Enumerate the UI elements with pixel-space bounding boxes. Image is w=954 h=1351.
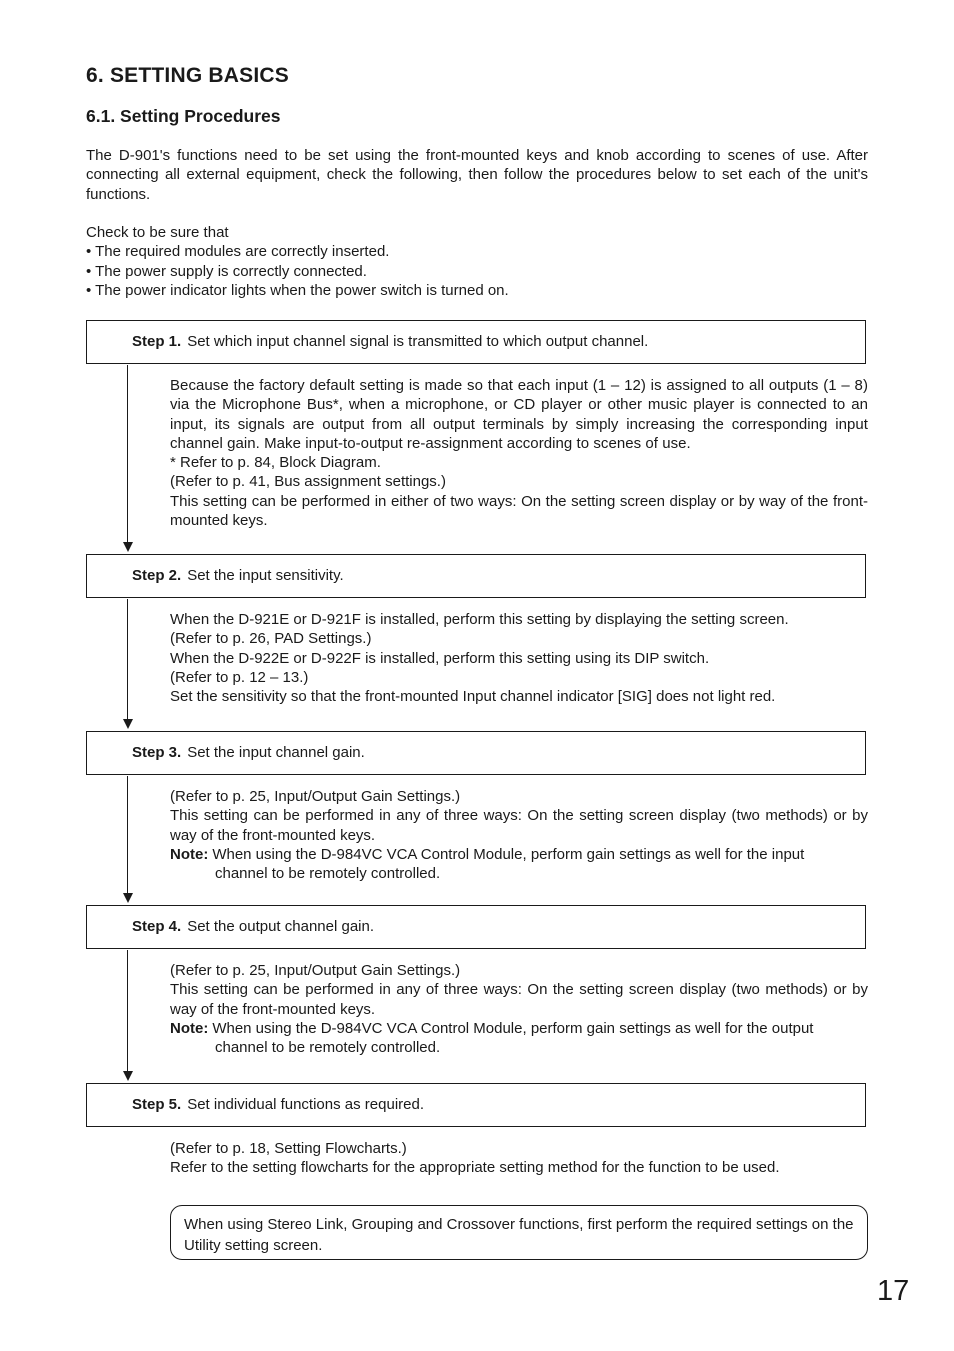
- step-label: Step 5.: [132, 1096, 182, 1113]
- page-number: 17: [877, 1275, 910, 1307]
- flow-connector-line: [127, 950, 128, 1072]
- intro-paragraph: The D-901's functions need to be set using the front-mounted keys and knob according to scenes of use. After connecting all external equipment, check the following, then follow the procedures below to set each of the unit's functions.: [86, 147, 868, 203]
- step-body-text: When the D-921E or D-921F is installed, perform this setting by displaying the setting screen.: [170, 611, 789, 628]
- flow-arrow-icon: [123, 719, 133, 729]
- step-body-text: (Refer to p. 12 – 13.): [170, 668, 309, 686]
- step-note: [170, 845, 868, 864]
- checklist-item: • The power indicator lights when the power switch is turned on.: [86, 282, 509, 300]
- flow-arrow-icon: [123, 542, 133, 552]
- checklist-item: • The power supply is correctly connected.: [86, 262, 367, 280]
- step-title: Set the input sensitivity.: [187, 567, 344, 584]
- section-heading: 6. SETTING BASICS: [86, 64, 289, 87]
- info-callout-box: When using Stereo Link, Grouping and Crossover functions, first perform the required settings on the Utility setting screen.: [170, 1205, 868, 1260]
- step-title: Set the input channel gain.: [187, 744, 365, 761]
- step-body-text: When the D-922E or D-922F is installed, perform this setting using its DIP switch.: [170, 649, 710, 667]
- step-2-body: [170, 610, 868, 706]
- step-body-text: (Refer to p. 41, Bus assignment settings.): [170, 473, 446, 491]
- step-label: Step 1.: [132, 333, 182, 350]
- subsection-heading: 6.1. Setting Procedures: [86, 106, 281, 126]
- step-title: Set which input channel signal is transmitted to which output channel.: [187, 333, 649, 350]
- step-body-text: This setting can be performed in any of three ways: On the setting screen display (two methods) or by way of the front-mounted keys.: [170, 807, 868, 844]
- step-4-body: [170, 961, 868, 1057]
- note-continuation: channel to be remotely controlled.: [215, 865, 441, 883]
- checklist-item: • The required modules are correctly inserted.: [86, 243, 390, 261]
- step-5-body: [170, 1139, 868, 1178]
- step-label: Step 3.: [132, 744, 182, 761]
- step-3-box: [86, 731, 866, 775]
- note-label: Note:: [170, 845, 209, 863]
- note-text: When using the D-984VC VCA Control Module, perform gain settings as well for the input: [212, 845, 805, 863]
- step-1-box: [86, 320, 866, 364]
- step-body-text: Set the sensitivity so that the front-mounted Input channel indicator [SIG] does not light red.: [170, 688, 776, 706]
- step-body-text: Refer to the setting flowcharts for the appropriate setting method for the function to be used.: [170, 1159, 780, 1177]
- step-title: Set individual functions as required.: [187, 1096, 424, 1113]
- checklist: [86, 223, 868, 301]
- step-note: [170, 1019, 868, 1038]
- step-1-body: [170, 376, 868, 530]
- step-title: Set the output channel gain.: [187, 918, 374, 935]
- checklist-lead: Check to be sure that: [86, 224, 229, 241]
- note-text: When using the D-984VC VCA Control Module, perform gain settings as well for the output: [212, 1019, 814, 1037]
- step-3-body: [170, 787, 868, 883]
- flow-arrow-icon: [123, 1071, 133, 1081]
- flow-connector-line: [127, 599, 128, 720]
- step-body-text: (Refer to p. 26, PAD Settings.): [170, 630, 372, 648]
- step-label: Step 4.: [132, 918, 182, 935]
- step-body-text: (Refer to p. 25, Input/Output Gain Settings.): [170, 788, 461, 805]
- step-body-text: This setting can be performed in either of two ways: On the setting screen display or by way of the front-mounted keys.: [170, 492, 868, 530]
- step-body-text: (Refer to p. 25, Input/Output Gain Settings.): [170, 962, 461, 979]
- flow-arrow-icon: [123, 893, 133, 903]
- note-label: Note:: [170, 1019, 209, 1037]
- flow-connector-line: [127, 365, 128, 543]
- flow-connector-line: [127, 776, 128, 894]
- step-body-text: * Refer to p. 84, Block Diagram.: [170, 454, 381, 472]
- note-continuation: channel to be remotely controlled.: [215, 1039, 441, 1057]
- step-body-text: Because the factory default setting is made so that each input (1 – 12) is assigned to all outputs (1 – 8) via the Microphone Bus*, when a microphone, or CD player or other music player is connected to an input, its signals are output from all output terminals by simply increasing the corresponding input channel gain. Make input-to-output re-assignment according to scenes of use.: [170, 377, 868, 452]
- step-4-box: [86, 905, 866, 949]
- step-2-box: [86, 554, 866, 598]
- step-label: Step 2.: [132, 567, 182, 584]
- step-5-box: [86, 1083, 866, 1127]
- step-body-text: (Refer to p. 18, Setting Flowcharts.): [170, 1140, 407, 1157]
- step-body-text: This setting can be performed in any of three ways: On the setting screen display (two methods) or by way of the front-mounted keys.: [170, 981, 868, 1018]
